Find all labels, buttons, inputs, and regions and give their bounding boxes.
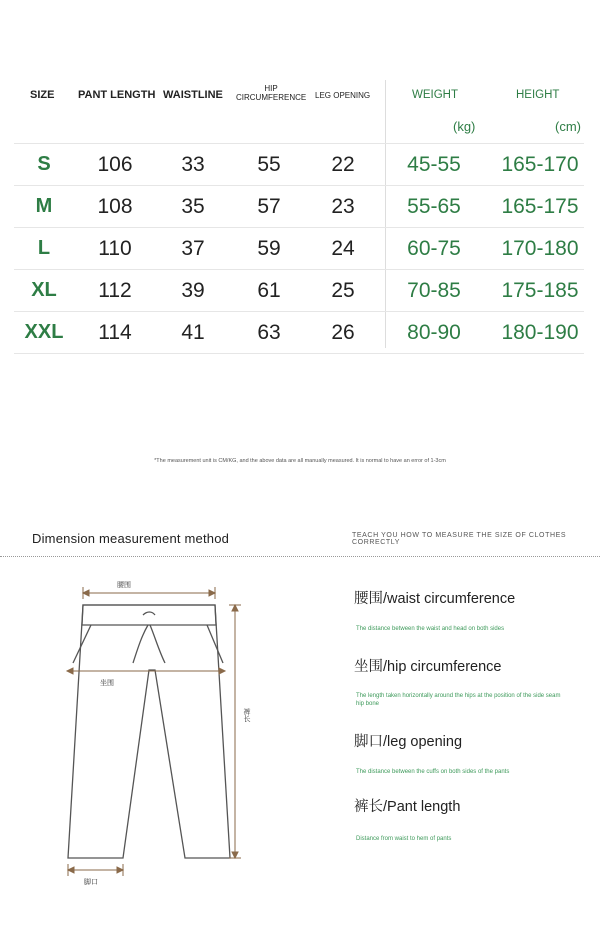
cell-weight: 80-90 [407,321,461,344]
method-leg-desc: The distance between the cuffs on both sides of the pants [356,769,510,775]
header-pant-length: PANT LENGTH [78,89,156,101]
leg-arrow [68,864,123,876]
cell-waistline: 39 [181,279,205,302]
cell-hip: 59 [257,237,281,260]
method-title: Dimension measurement method [32,531,230,546]
cell-pant-length: 110 [98,237,132,260]
cell-height: 175-185 [501,279,579,302]
table-row [14,311,584,354]
pants-diagram [55,575,265,885]
cell-weight: 70-85 [407,279,461,302]
cell-pant-length: 114 [98,321,132,344]
table-bottom-border [14,353,584,354]
header-hip [236,84,306,102]
method-hip-desc: The length taken horizontally around the hips at the position of the side seam hip bone [356,693,561,707]
cell-hip: 63 [257,321,281,344]
cell-weight: 45-55 [407,153,461,176]
method-waist-title: 腰围/waist circumference [354,591,516,607]
cell-weight: 60-75 [407,237,461,260]
cell-hip: 57 [257,195,281,218]
cell-size: L [37,237,51,259]
method-leg-title: 脚口/leg opening [354,734,463,750]
table-row [14,269,584,312]
cell-pant-length: 112 [98,279,132,302]
cell-size: M [35,195,53,217]
table-row [14,143,584,186]
hip-arrow [67,668,225,674]
waist-arrow [83,587,215,599]
cell-waistline: 35 [181,195,205,218]
cell-leg-opening: 22 [331,153,355,176]
dotted-divider [0,556,600,557]
cell-weight: 55-65 [407,195,461,218]
diagram-label-leg: 脚口 [84,879,98,886]
table-row [14,227,584,270]
cell-size: S [37,153,51,175]
header-waistline: WAISTLINE [163,89,223,101]
cell-height: 180-190 [501,321,579,344]
cell-waistline: 33 [181,153,205,176]
method-length-desc: Distance from waist to hem of pants [356,836,452,842]
cell-pant-length: 108 [97,195,133,218]
table-row [14,185,584,228]
method-length-title: 裤长/Pant length [354,799,461,815]
header-hip-line2: CIRCUMFERENCE [236,93,307,102]
cell-leg-opening: 23 [331,195,355,218]
pants-outline [68,605,230,858]
cell-waistline: 37 [181,237,205,260]
header-weight: WEIGHT [412,89,458,101]
cell-leg-opening: 26 [331,321,355,344]
header-leg-opening: LEG OPENING [315,91,371,100]
diagram-label-hip: 坐围 [100,680,114,687]
measurement-note: *The measurement unit is CM/KG, and the above data are all manually measured. It is normal to have an error of 1-3cm [154,458,446,464]
cell-height: 165-175 [501,195,579,218]
method-teach-caption: TEACH YOU HOW TO MEASURE THE SIZE OF CLOTHES CORRECTLY [352,532,567,546]
cell-leg-opening: 24 [331,237,355,260]
method-hip-title: 坐围/hip circumference [354,659,502,675]
cell-hip: 61 [257,279,281,302]
cell-height: 165-170 [501,153,579,176]
method-waist-desc: The distance between the waist and head on both sides [356,626,505,632]
unit-height: (cm) [555,119,581,134]
diagram-label-waist: 腰围 [117,582,131,589]
length-arrow [229,605,241,858]
header-size: SIZE [30,89,55,101]
unit-weight: (kg) [453,119,476,134]
cell-leg-opening: 25 [331,279,355,302]
cell-hip: 55 [257,153,281,176]
diagram-label-length: 裤长 [243,708,250,722]
cell-size: XXL [24,321,64,343]
cell-waistline: 41 [181,321,205,344]
header-height: HEIGHT [516,89,560,101]
cell-pant-length: 106 [97,153,133,176]
header-hip-line1: HIP [264,84,278,93]
cell-height: 170-180 [501,237,579,260]
cell-size: XL [31,279,57,301]
